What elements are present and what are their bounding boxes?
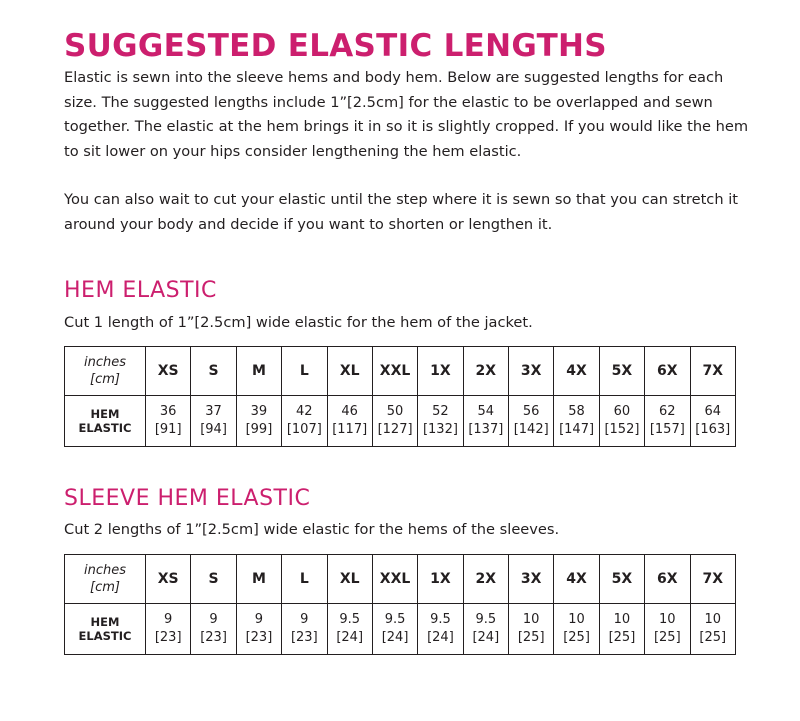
length-inches: 9.5: [384, 612, 406, 627]
length-cm: [23]: [290, 630, 318, 645]
table-cell: [372, 604, 417, 655]
length-inches: 62: [659, 404, 676, 419]
unit-label-inches: inches: [83, 563, 126, 578]
table-cell: [599, 396, 644, 447]
length-cm: [25]: [563, 630, 590, 645]
table-cell: [282, 396, 327, 447]
unit-label: [65, 555, 146, 604]
length-inches: 64: [704, 404, 722, 419]
sleeve-hem-elastic-heading: SLEEVE HEM ELASTIC: [64, 486, 311, 511]
size-header-s: S: [191, 555, 236, 604]
size-header-7x: 7X: [690, 347, 736, 396]
table-cell: [418, 604, 463, 655]
document-page: [64, 28, 754, 645]
length-inches: 9.5: [475, 612, 497, 627]
length-inches: 58: [568, 404, 585, 419]
length-cm: [25]: [699, 630, 727, 645]
table-row: [65, 604, 736, 655]
length-cm: [117]: [332, 422, 368, 437]
intro-paragraph-1: Elastic is sewn into the sleeve hems and body hem. Below are suggested lengths for each size. The suggested lengths include 1”[2.5cm] for the elastic to be overlapped and sewn together. The elastic at the hem brings it in so it is slightly cropped. If you would like the hem to sit lower on your hips consider lengthening the hem elastic.: [64, 69, 749, 160]
length-inches: 60: [613, 404, 631, 419]
table-cell: [236, 396, 281, 447]
size-header-5x: 5X: [599, 555, 644, 604]
size-header-6x: 6X: [645, 555, 690, 604]
table-cell: [645, 396, 690, 447]
page-title: SUGGESTED ELASTIC LENGTHS: [64, 28, 607, 64]
intro-text: [64, 66, 754, 237]
unit-label: [65, 347, 146, 396]
length-cm: [91]: [154, 422, 182, 437]
size-header-xs: XS: [146, 347, 191, 396]
length-inches: 46: [341, 404, 358, 419]
size-header-m: M: [236, 555, 281, 604]
unit-label-cm: [cm]: [90, 580, 120, 595]
length-cm: [127]: [377, 422, 413, 437]
size-header-3x: 3X: [509, 555, 554, 604]
table-cell: [645, 604, 690, 655]
hem-elastic-description: Cut 1 length of 1”[2.5cm] wide elastic for the hem of the jacket.: [64, 314, 533, 331]
table-header-row: [65, 555, 736, 604]
row-label-line2: ELASTIC: [78, 421, 132, 435]
table-cell: [554, 396, 599, 447]
table-cell: [463, 396, 508, 447]
length-cm: [163]: [695, 422, 731, 437]
length-inches: 10: [613, 612, 631, 627]
size-header-xl: XL: [327, 555, 372, 604]
length-inches: 36: [159, 404, 177, 419]
size-header-xl: XL: [327, 347, 372, 396]
size-header-l: L: [282, 347, 327, 396]
table-cell: [146, 604, 191, 655]
length-cm: [23]: [200, 630, 227, 645]
length-inches: 9: [164, 612, 173, 627]
table-cell: [191, 396, 236, 447]
length-inches: 9: [254, 612, 264, 627]
size-header-2x: 2X: [463, 347, 508, 396]
length-cm: [23]: [245, 630, 273, 645]
length-cm: [157]: [649, 422, 685, 437]
hem-elastic-heading: HEM ELASTIC: [64, 278, 217, 303]
length-inches: 9: [300, 612, 309, 627]
table-cell: [690, 396, 736, 447]
table-cell: [372, 396, 417, 447]
length-inches: 56: [522, 404, 540, 419]
length-cm: [24]: [381, 630, 409, 645]
length-inches: 37: [205, 404, 222, 419]
table-cell: [327, 396, 372, 447]
length-cm: [94]: [200, 422, 227, 437]
table-cell: [599, 604, 644, 655]
size-header-m: M: [236, 347, 281, 396]
row-label: [65, 396, 146, 447]
length-cm: [142]: [513, 422, 549, 437]
size-header-2x: 2X: [463, 555, 508, 604]
length-inches: 39: [250, 404, 268, 419]
hem-elastic-table: [64, 346, 736, 447]
length-inches: 10: [704, 612, 722, 627]
length-inches: 42: [296, 404, 313, 419]
row-label-line2: ELASTIC: [78, 629, 132, 643]
length-cm: [24]: [472, 630, 500, 645]
length-cm: [147]: [559, 422, 595, 437]
table-cell: [463, 604, 508, 655]
length-cm: [132]: [422, 422, 458, 437]
table-cell: [509, 396, 554, 447]
row-label-line1: HEM: [90, 407, 120, 421]
size-header-5x: 5X: [599, 347, 644, 396]
length-cm: [152]: [604, 422, 640, 437]
unit-label-cm: [cm]: [90, 372, 120, 387]
sleeve-hem-elastic-table: [64, 554, 736, 655]
size-header-s: S: [191, 347, 236, 396]
length-cm: [25]: [653, 630, 681, 645]
row-label-line1: HEM: [90, 615, 120, 629]
size-header-xxl: XXL: [372, 555, 417, 604]
unit-label-inches: inches: [83, 355, 126, 370]
table-cell: [236, 604, 281, 655]
length-inches: 9.5: [339, 612, 361, 627]
length-cm: [23]: [154, 630, 182, 645]
intro-paragraph-2: You can also wait to cut your elastic until the step where it is sewn so that you can stretch it around your body and decide if you want to shorten or lengthen it.: [64, 191, 738, 233]
table-row: [65, 396, 736, 447]
length-cm: [107]: [286, 422, 322, 437]
table-header-row: [65, 347, 736, 396]
table-cell: [509, 604, 554, 655]
length-inches: 52: [432, 404, 449, 419]
size-header-l: L: [282, 555, 327, 604]
table-cell: [327, 604, 372, 655]
size-header-1x: 1X: [418, 347, 463, 396]
length-inches: 9.5: [430, 612, 451, 627]
row-label: [65, 604, 146, 655]
length-inches: 9: [209, 612, 218, 627]
table-cell: [418, 396, 463, 447]
length-cm: [99]: [245, 422, 273, 437]
size-header-3x: 3X: [509, 347, 554, 396]
size-header-4x: 4X: [554, 347, 599, 396]
length-cm: [24]: [336, 630, 364, 645]
length-cm: [24]: [427, 630, 454, 645]
length-inches: 10: [522, 612, 540, 627]
length-cm: [25]: [608, 630, 636, 645]
size-header-xs: XS: [146, 555, 191, 604]
table-cell: [690, 604, 736, 655]
size-header-1x: 1X: [418, 555, 463, 604]
sleeve-hem-elastic-description: Cut 2 lengths of 1”[2.5cm] wide elastic for the hems of the sleeves.: [64, 521, 560, 538]
table-cell: [146, 396, 191, 447]
length-inches: 54: [477, 404, 495, 419]
length-cm: [137]: [468, 422, 504, 437]
size-header-xxl: XXL: [372, 347, 417, 396]
table-cell: [282, 604, 327, 655]
length-inches: 10: [568, 612, 585, 627]
length-cm: [25]: [517, 630, 545, 645]
size-header-7x: 7X: [690, 555, 736, 604]
length-inches: 10: [659, 612, 676, 627]
length-inches: 50: [386, 404, 404, 419]
table-cell: [191, 604, 236, 655]
size-header-6x: 6X: [645, 347, 690, 396]
size-header-4x: 4X: [554, 555, 599, 604]
table-cell: [554, 604, 599, 655]
